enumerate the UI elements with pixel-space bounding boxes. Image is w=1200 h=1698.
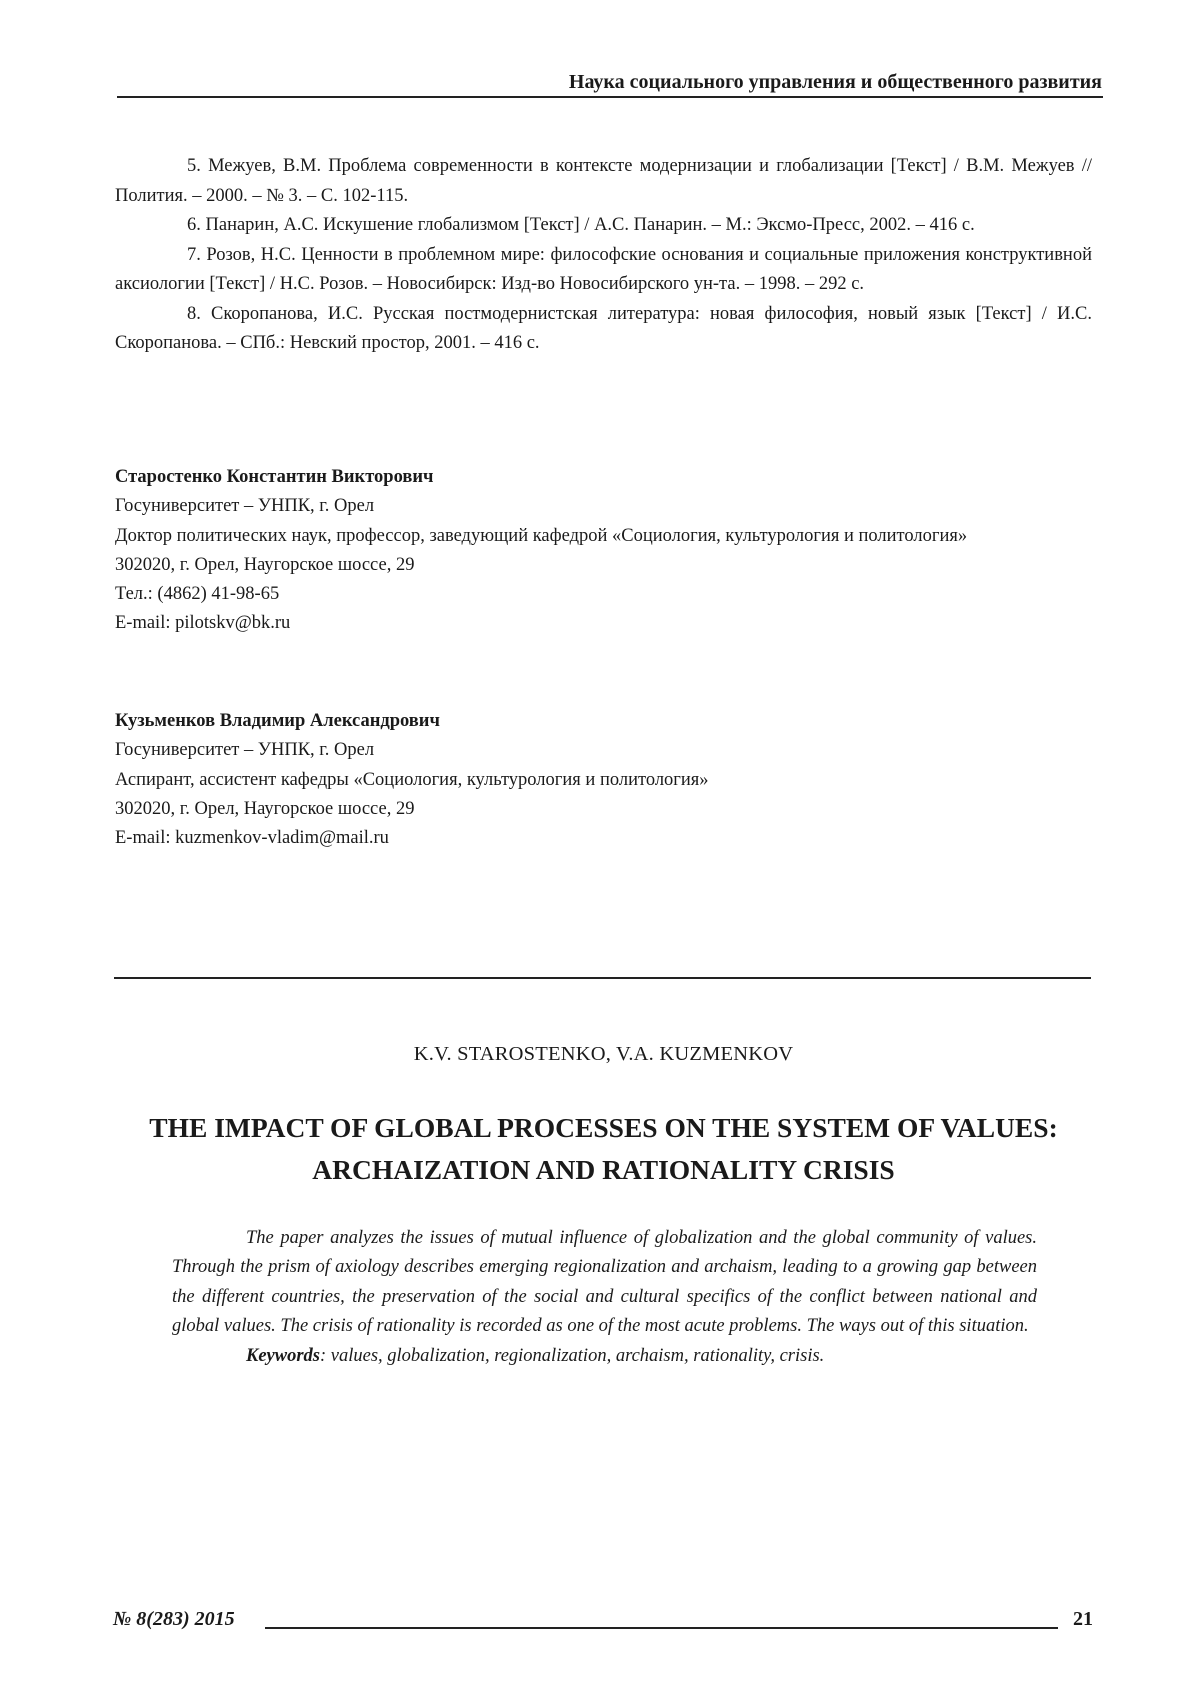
author-name: Старостенко Константин Викторович (115, 467, 434, 487)
reference-item: 6. Панарин, А.С. Искушение глобализмом [Текст] / А.С. Панарин. – М.: Эксмо-Пресс, 2002. – 416 с. (187, 215, 975, 235)
author-position: Аспирант, ассистент кафедры «Социология, культурология и политология» (115, 769, 709, 790)
english-authors: K.V. STAROSTENKO, V.A. KUZMENKOV (413, 1043, 794, 1065)
author-address: 302020, г. Орел, Наугорское шоссе, 29 (115, 798, 415, 819)
abstract-text: The paper analyzes the issues of mutual influence of globalization and the global community of values. Through the prism of axiology describes emerging regionalization and archaism, leading to a growing gap between the different countries, the preservation of the social and cultural specifics of the conflict between national and global values. The crisis of rationality is recorded as one of the most acute problems. The ways out of this situation. (172, 1228, 1037, 1337)
author-address: 302020, г. Орел, Наугорское шоссе, 29 (115, 554, 415, 575)
author-phone: Тел.: (4862) 41-98-65 (115, 584, 280, 605)
header-rule (117, 96, 1103, 98)
english-title (115, 1107, 1092, 1191)
reference-list (115, 152, 1092, 359)
reference-item: 5. Межуев, В.М. Проблема современности в контексте модернизации и глобализации [Текст] / В.М. Межуев // Полития. – 2000. – № 3. – С. 102-115. (115, 156, 1092, 206)
keywords-line (172, 1342, 1037, 1371)
running-header: Наука социального управления и общественного развития (568, 71, 1102, 93)
section-separator-rule (114, 977, 1091, 979)
author-email: E-mail: pilotskv@bk.ru (115, 613, 291, 634)
footer-rule (265, 1627, 1058, 1629)
page-number: 21 (1073, 1608, 1093, 1630)
reference-item: 7. Розов, Н.С. Ценности в проблемном мире: философские основания и социальные приложения конструктивной аксиологии [Текст] / Н.С. Розов. – Новосибирск: Изд-во Новосибирского ун-та. – 1998. – 292 с. (115, 244, 1092, 294)
author-email: E-mail: kuzmenkov-vladim@mail.ru (115, 828, 389, 849)
reference-item: 8. Скоропанова, И.С. Русская постмодернистская литература: новая философия, новый язык [Текст] / И.С. Скоропанова. – СПб.: Невский простор, 2001. – 416 с. (115, 303, 1092, 353)
english-title-line: THE IMPACT OF GLOBAL PROCESSES ON THE SYSTEM OF VALUES: (149, 1112, 1058, 1143)
english-title-line: ARCHAIZATION AND RATIONALITY CRISIS (312, 1154, 895, 1185)
author-affiliation: Госуниверситет – УНПК, г. Орел (115, 496, 375, 517)
author-info-block (115, 463, 1092, 639)
page-footer (113, 1606, 1093, 1636)
author-info-block (115, 707, 1092, 853)
english-abstract (172, 1224, 1037, 1371)
author-affiliation: Госуниверситет – УНПК, г. Орел (115, 740, 375, 761)
keywords-label: Keywords (246, 1345, 320, 1366)
author-name: Кузьменков Владимир Александрович (115, 711, 440, 731)
issue-number: № 8(283) 2015 (113, 1608, 235, 1630)
keywords-text: : values, globalization, regionalization, archaism, rationality, crisis. (320, 1345, 825, 1366)
author-position: Доктор политических наук, профессор, заведующий кафедрой «Социология, культурология и политология» (115, 525, 968, 546)
